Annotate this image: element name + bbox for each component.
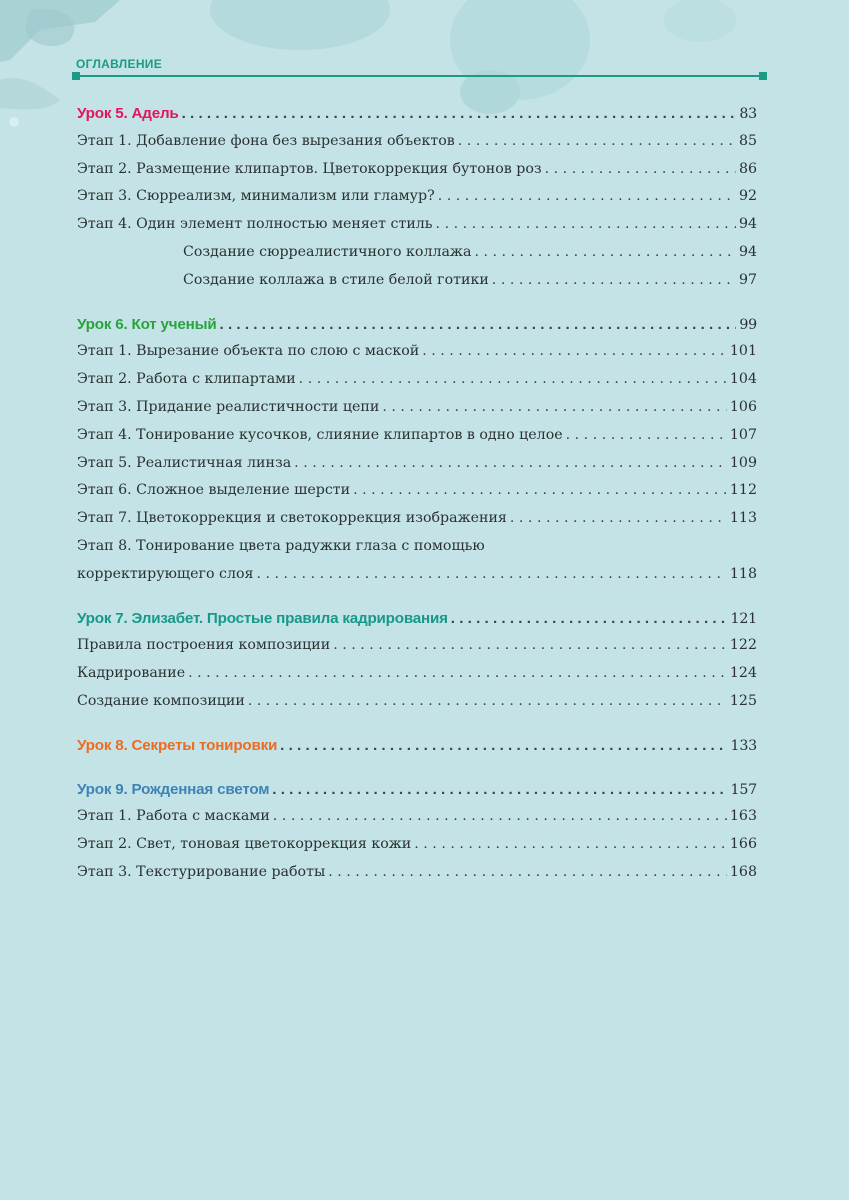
entry-title: Этап 7. Цветокоррекция и светокоррекция изображения [77, 510, 507, 527]
toc-entry[interactable] [77, 505, 757, 533]
toc-header-label: ОГЛАВЛЕНИЕ [76, 57, 163, 71]
page-number: 118 [729, 565, 757, 582]
toc-entry[interactable] [77, 450, 757, 478]
toc-section-lesson7 [77, 605, 757, 716]
lesson-title: Урок 6. Кот ученый [77, 315, 217, 333]
table-of-contents [77, 100, 757, 903]
leader-dots [451, 605, 728, 633]
entry-title: Этап 6. Сложное выделение шерсти [77, 482, 351, 499]
toc-section-lesson8 [77, 732, 757, 760]
page-number: 85 [738, 132, 757, 149]
entry-title: Правила построения композиции [77, 637, 331, 654]
toc-entry[interactable] [77, 338, 757, 366]
page-number: 163 [729, 808, 757, 825]
toc-lesson-heading[interactable] [77, 311, 757, 339]
lesson-title: Урок 7. Элизабет. Простые правила кадрирования [77, 609, 448, 627]
entry-title-line2: корректирующего слоя [77, 565, 254, 582]
leader-dots [280, 732, 727, 760]
leader-dots [436, 211, 736, 239]
leader-dots [414, 831, 727, 859]
toc-entry[interactable] [77, 859, 757, 887]
entry-title: Создание композиции [77, 692, 245, 709]
page-number: 92 [738, 188, 757, 205]
leader-dots [182, 100, 737, 128]
page-number: 133 [730, 737, 757, 754]
page-number: 94 [738, 216, 757, 233]
leader-dots [328, 859, 727, 887]
toc-entry[interactable] [77, 477, 757, 505]
toc-entry[interactable] [77, 688, 757, 716]
page-number: 101 [729, 343, 757, 360]
header-divider [76, 75, 762, 77]
leader-dots [273, 803, 727, 831]
leader-dots [299, 366, 727, 394]
page-number: 104 [729, 371, 757, 388]
entry-title: Создание коллажа в стиле белой готики [183, 271, 489, 288]
divider-end-left [72, 72, 80, 80]
page-number: 113 [729, 510, 757, 527]
lesson-title: Урок 8. Секреты тонировки [77, 736, 278, 754]
entry-title: Кадрирование [77, 665, 186, 682]
entry-title: Этап 2. Работа с клипартами [77, 371, 296, 388]
page-number: 106 [729, 398, 757, 415]
entry-continuation [77, 561, 757, 589]
entry-title: Создание сюрреалистичного коллажа [183, 243, 472, 260]
lesson-title: Урок 9. Рожденная светом [77, 780, 270, 798]
toc-entry[interactable] [77, 128, 757, 156]
leader-dots [492, 267, 736, 295]
entry-title: Этап 5. Реалистичная линза [77, 454, 292, 471]
toc-lesson-heading[interactable] [77, 605, 757, 633]
leader-dots [220, 311, 737, 339]
divider-end-right [759, 72, 767, 80]
toc-section-lesson9 [77, 776, 757, 887]
page-number: 168 [729, 863, 757, 880]
page-number: 86 [738, 160, 757, 177]
toc-entry[interactable] [77, 831, 757, 859]
toc-entry[interactable] [77, 632, 757, 660]
toc-lesson-heading[interactable] [77, 100, 757, 128]
leader-dots [353, 477, 727, 505]
page-number: 121 [730, 610, 757, 627]
page-number: 109 [729, 454, 757, 471]
toc-entry[interactable] [77, 660, 757, 688]
entry-title: Этап 3. Текстурирование работы [77, 863, 326, 880]
page-number: 99 [739, 316, 757, 333]
page-number: 107 [729, 426, 757, 443]
toc-entry[interactable] [77, 156, 757, 184]
page-number: 94 [738, 243, 757, 260]
page-number: 112 [729, 482, 757, 499]
leader-dots [422, 338, 727, 366]
leader-dots [294, 450, 727, 478]
entry-title: Этап 3. Сюрреализм, минимализм или гламур? [77, 188, 435, 205]
entry-title: Этап 4. Тонирование кусочков, слияние клипартов в одно целое [77, 426, 563, 443]
toc-subentry[interactable] [77, 239, 757, 267]
entry-title: Этап 1. Работа с масками [77, 808, 270, 825]
toc-section-lesson6 [77, 311, 757, 589]
entry-title: Этап 2. Размещение клипартов. Цветокоррекция бутонов роз [77, 160, 542, 177]
toc-section-lesson5 [77, 100, 757, 295]
leader-dots [382, 394, 727, 422]
leader-dots [188, 660, 727, 688]
entry-title: Этап 3. Придание реалистичности цепи [77, 398, 380, 415]
toc-entry[interactable] [77, 394, 757, 422]
entry-title: Этап 2. Свет, тоновая цветокоррекция кожи [77, 836, 412, 853]
leader-dots [248, 688, 727, 716]
leader-dots [256, 561, 726, 589]
leader-dots [545, 156, 736, 184]
leader-dots [438, 183, 736, 211]
toc-entry[interactable] [77, 366, 757, 394]
leader-dots [566, 422, 727, 450]
toc-entry[interactable] [77, 183, 757, 211]
page-number: 124 [729, 665, 757, 682]
entry-title: Этап 4. Один элемент полностью меняет стиль [77, 216, 433, 233]
entry-title-line1: Этап 8. Тонирование цвета радужки глаза с помощью [77, 537, 485, 554]
toc-subentry[interactable] [77, 267, 757, 295]
page-number: 166 [729, 836, 757, 853]
leader-dots [458, 128, 736, 156]
page-number: 97 [738, 271, 757, 288]
leader-dots [474, 239, 735, 267]
leader-dots [272, 776, 727, 804]
toc-entry[interactable] [77, 422, 757, 450]
entry-title: Этап 1. Добавление фона без вырезания объектов [77, 132, 455, 149]
entry-title: Этап 1. Вырезание объекта по слою с маской [77, 343, 420, 360]
toc-entry-multiline[interactable] [77, 533, 757, 589]
page-number: 122 [729, 637, 757, 654]
leader-dots [510, 505, 727, 533]
page-number: 157 [730, 781, 757, 798]
toc-lesson-heading[interactable] [77, 776, 757, 804]
toc-entry[interactable] [77, 803, 757, 831]
page-number: 83 [739, 106, 757, 122]
toc-entry[interactable] [77, 211, 757, 239]
lesson-title: Урок 5. Адель [77, 105, 179, 122]
page-number: 125 [729, 692, 757, 709]
toc-lesson-heading[interactable] [77, 732, 757, 760]
leader-dots [333, 632, 727, 660]
